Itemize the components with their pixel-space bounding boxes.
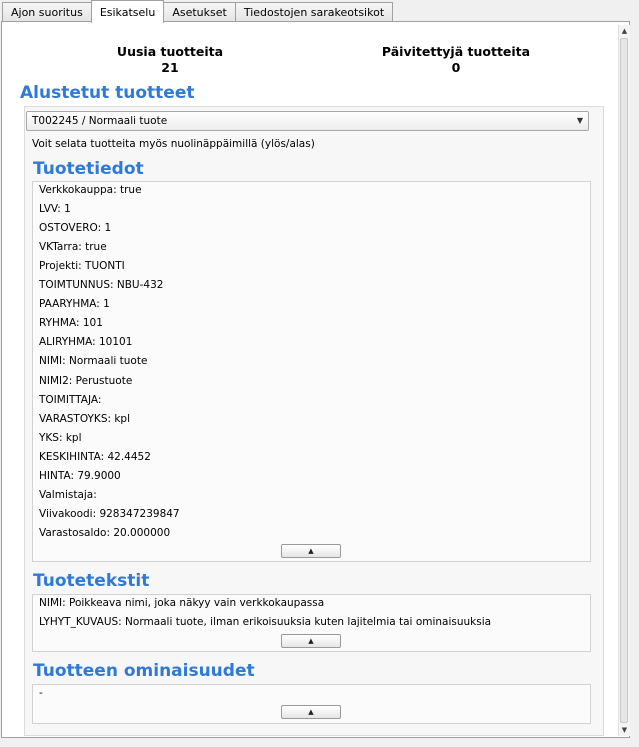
- tuotetiedot-row: OSTOVERO: 1: [39, 222, 112, 235]
- tuotetiedot-row: NIMI: Normaali tuote: [39, 355, 148, 368]
- tuotetekstit-row: LYHYT_KUVAUS: Normaali tuote, ilman erikoisuuksia kuten lajitelmia tai ominaisuuksia: [39, 616, 492, 628]
- tuotetiedot-row: NIMI2: Perustuote: [39, 374, 133, 387]
- tuotetekstit-collapse-button[interactable]: [281, 634, 341, 648]
- tuotetiedot-row: Verkkokauppa: true: [39, 184, 142, 196]
- tuotetiedot-row: ALIRYHMA: 10101: [39, 336, 133, 349]
- tab-ajon-suoritus[interactable]: Ajon suoritus: [2, 2, 92, 22]
- vertical-scrollbar[interactable]: [618, 25, 630, 736]
- product-select-value: T002245 / Normaali tuote: [32, 115, 168, 127]
- tuotetiedot-row: YKS: kpl: [39, 431, 82, 444]
- tuotetiedot-row: PAARYHMA: 1: [39, 298, 110, 311]
- tuotetiedot-row: LVV: 1: [39, 203, 71, 216]
- ominaisuudet-collapse-button[interactable]: [281, 705, 341, 719]
- tab-esikatselu[interactable]: Esikatselu: [91, 0, 165, 23]
- tuotetiedot-row: RYHMA: 101: [39, 317, 103, 330]
- scrollbar-thumb[interactable]: [620, 38, 628, 723]
- chevron-up-icon: ▲: [308, 547, 314, 555]
- new-products-value: 21: [161, 60, 179, 75]
- new-products-label: Uusia tuotteita: [116, 44, 224, 59]
- tuotetiedot-row: HINTA: 79.9000: [39, 469, 121, 482]
- chevron-up-icon: ▲: [308, 708, 314, 716]
- navigation-hint: Voit selata tuotteita myös nuolinäppäimillä (ylös/alas): [32, 138, 315, 150]
- tuotetekstit-title: Tuotetekstit: [33, 571, 150, 591]
- preview-panel: [1, 21, 630, 738]
- tuotetiedot-title: Tuotetiedot: [33, 159, 144, 179]
- tuotetiedot-row: KESKIHINTA: 42.4452: [39, 450, 151, 463]
- tuotetiedot-collapse-button[interactable]: [281, 544, 341, 558]
- updated-products-label: Päivitettyjä tuotteita: [381, 44, 531, 59]
- tab-asetukset[interactable]: Asetukset: [163, 2, 236, 22]
- tuotetiedot-box: [32, 181, 591, 562]
- chevron-down-icon: ▼: [576, 116, 583, 125]
- tuotetiedot-row: Viivakoodi: 928347239847: [39, 507, 180, 520]
- tuotetiedot-row: VKTarra: true: [39, 241, 107, 254]
- chevron-up-icon: ▲: [308, 637, 314, 645]
- tuotetiedot-row: Projekti: TUONTI: [39, 260, 125, 273]
- updated-products-value: 0: [451, 60, 461, 75]
- preview-scroll-area: [6, 24, 618, 736]
- tab-tiedostojen-sarakeotsikot[interactable]: Tiedostojen sarakeotsikot: [235, 2, 393, 22]
- new-products-stat: [110, 44, 230, 76]
- tuotetiedot-row: VARASTOYKS: kpl: [39, 412, 131, 425]
- product-select[interactable]: [26, 111, 589, 131]
- scroll-up-icon[interactable]: ▲: [621, 27, 628, 35]
- updated-products-stat: [381, 44, 531, 76]
- tuotetiedot-row: TOIMTUNNUS: NBU-432: [39, 279, 164, 292]
- ominaisuudet-row: -: [39, 687, 43, 699]
- ominaisuudet-title: Tuotteen ominaisuudet: [33, 661, 255, 681]
- tuotetiedot-row: Varastosaldo: 20.000000: [39, 526, 171, 539]
- scroll-down-icon[interactable]: ▼: [621, 726, 628, 734]
- tuotetekstit-row: NIMI: Poikkeava nimi, joka näkyy vain verkkokaupassa: [39, 597, 325, 609]
- tab-bar: [2, 0, 392, 22]
- tuotetiedot-row: TOIMITTAJA:: [39, 393, 102, 406]
- section-title: Alustetut tuotteet: [20, 83, 195, 103]
- tuotetiedot-row: Valmistaja:: [39, 488, 97, 501]
